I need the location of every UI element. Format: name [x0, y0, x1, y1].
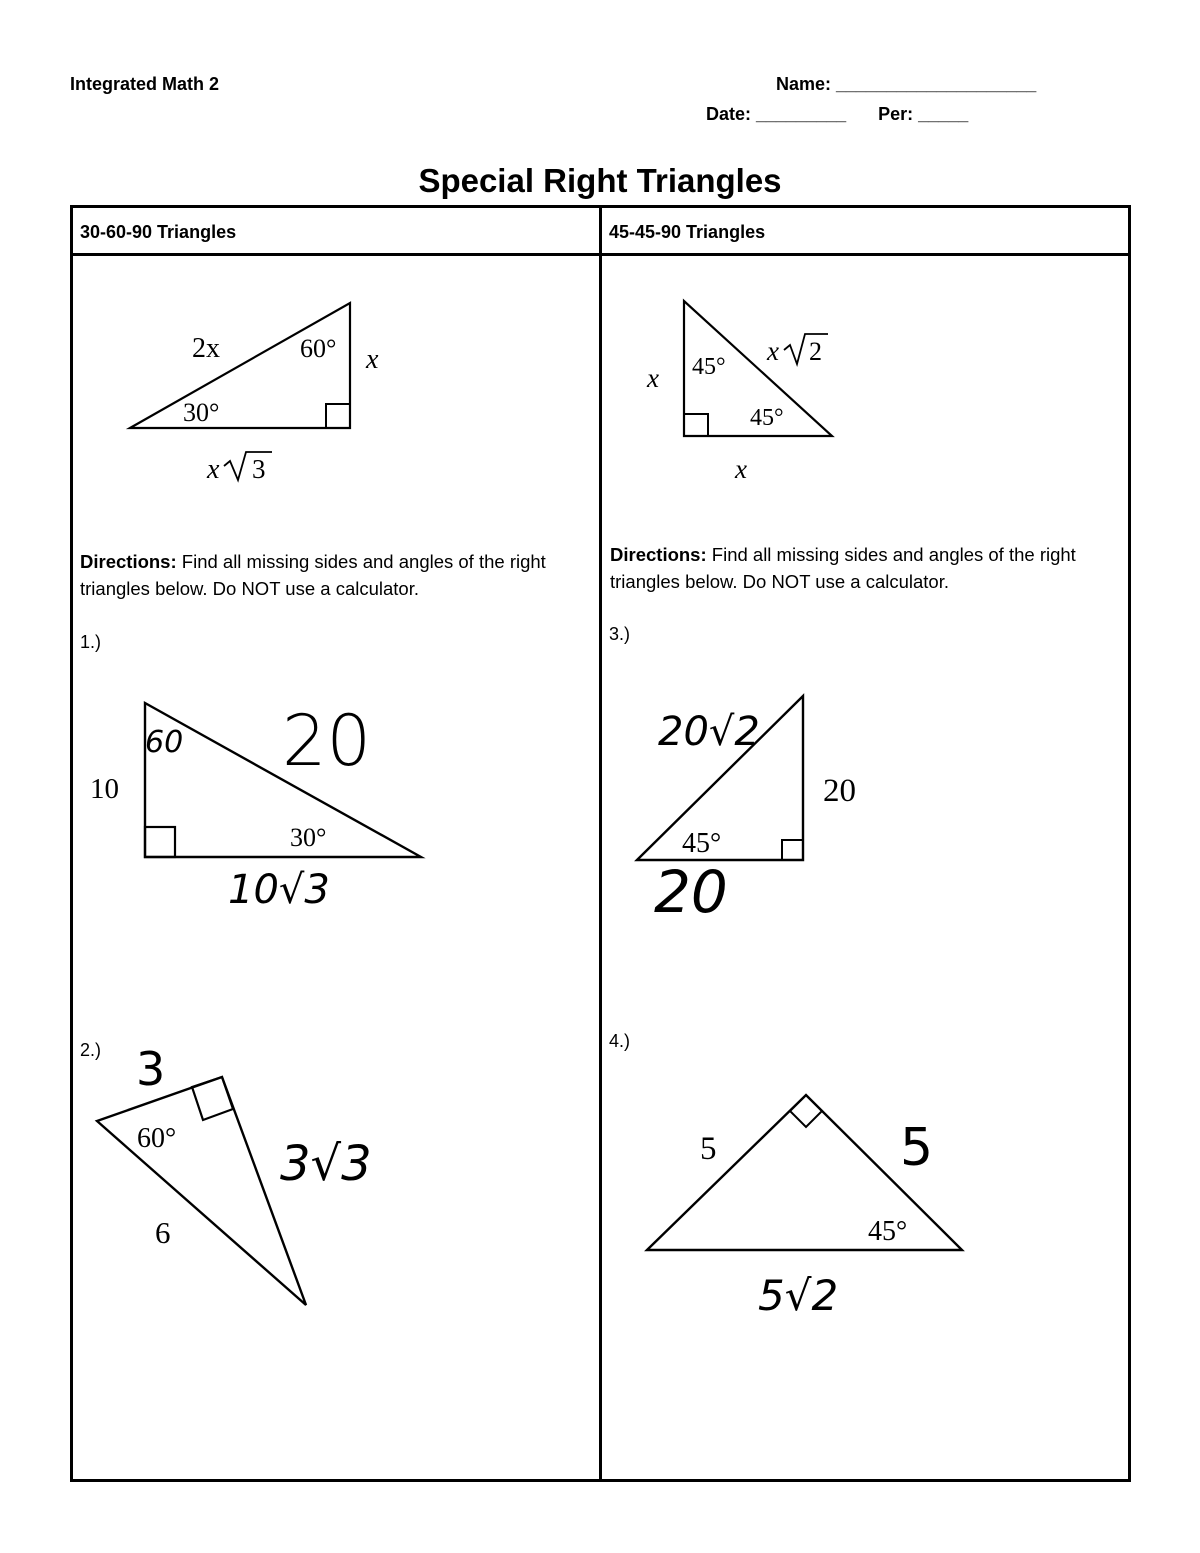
ref-angle-30: 30°	[183, 398, 220, 427]
p3-hand-hyp: 20√2	[658, 709, 760, 755]
p4-printed-angle: 45°	[868, 1216, 908, 1247]
ref45-hyp-radicand: 2	[809, 337, 822, 366]
p1-hand-hyp: 20	[282, 700, 372, 782]
p2-hand-long: 3√3	[280, 1136, 372, 1192]
p1-hand-long: 10√3	[228, 867, 330, 913]
problem-3-number: 3.)	[609, 624, 631, 644]
name-field[interactable]: Name: ____________________	[776, 74, 1037, 94]
ref45-angle-right: 45°	[750, 405, 784, 431]
problem-2-triangle	[97, 1042, 372, 1305]
reference-45-45-90-triangle	[646, 301, 832, 484]
directions-label: Directions:	[80, 551, 177, 572]
p3-hand-base: 20	[654, 858, 728, 926]
ref45-leg-bottom: x	[735, 454, 747, 484]
p4-printed-leg: 5	[700, 1131, 717, 1167]
problem-1-triangle	[90, 700, 421, 913]
left-column-heading: 30-60-90 Triangles	[80, 222, 237, 242]
ref-long-leg-coef: x	[207, 454, 220, 485]
ref-angle-60: 60°	[300, 334, 337, 363]
problem-3-triangle	[637, 696, 856, 926]
right-column-heading: 45-45-90 Triangles	[609, 222, 766, 242]
p3-printed-side: 20	[823, 773, 856, 809]
problem-4-triangle	[647, 1095, 962, 1320]
p4-hand-leg: 5	[900, 1118, 934, 1178]
directions-text: Find all missing sides and angles of the right triangles below. Do NOT use a calculator.	[80, 551, 546, 599]
p2-hand-short: 3	[136, 1042, 166, 1096]
directions-label: Directions:	[610, 544, 707, 565]
worksheet-title: Special Right Triangles	[418, 162, 782, 199]
ref-long-leg-radicand: 3	[252, 454, 266, 484]
p4-hand-hyp: 5√2	[758, 1271, 839, 1320]
p1-hand-angle: 60	[145, 725, 184, 760]
ref-short-leg-label: x	[366, 344, 379, 375]
p1-printed-angle: 30°	[290, 823, 327, 852]
p1-printed-side: 10	[90, 773, 119, 805]
ref45-hyp-coef: x	[767, 336, 779, 366]
p2-printed-hyp: 6	[155, 1215, 171, 1250]
p3-printed-angle: 45°	[682, 828, 722, 859]
problem-4-number: 4.)	[609, 1031, 631, 1051]
problem-2-number: 2.)	[80, 1040, 102, 1060]
ref-hyp-label: 2x	[192, 333, 220, 364]
course-name: Integrated Math 2	[70, 74, 220, 94]
directions-text: Find all missing sides and angles of the right triangles below. Do NOT use a calculator.	[610, 544, 1076, 592]
ref45-leg-left: x	[647, 363, 659, 393]
date-field[interactable]: Date: _________	[706, 104, 847, 124]
ref45-angle-top: 45°	[692, 354, 726, 380]
reference-30-60-90-triangle	[130, 303, 379, 485]
problem-1-number: 1.)	[80, 632, 102, 652]
p2-printed-angle: 60°	[137, 1123, 177, 1154]
period-field[interactable]: Per: _____	[878, 104, 969, 124]
